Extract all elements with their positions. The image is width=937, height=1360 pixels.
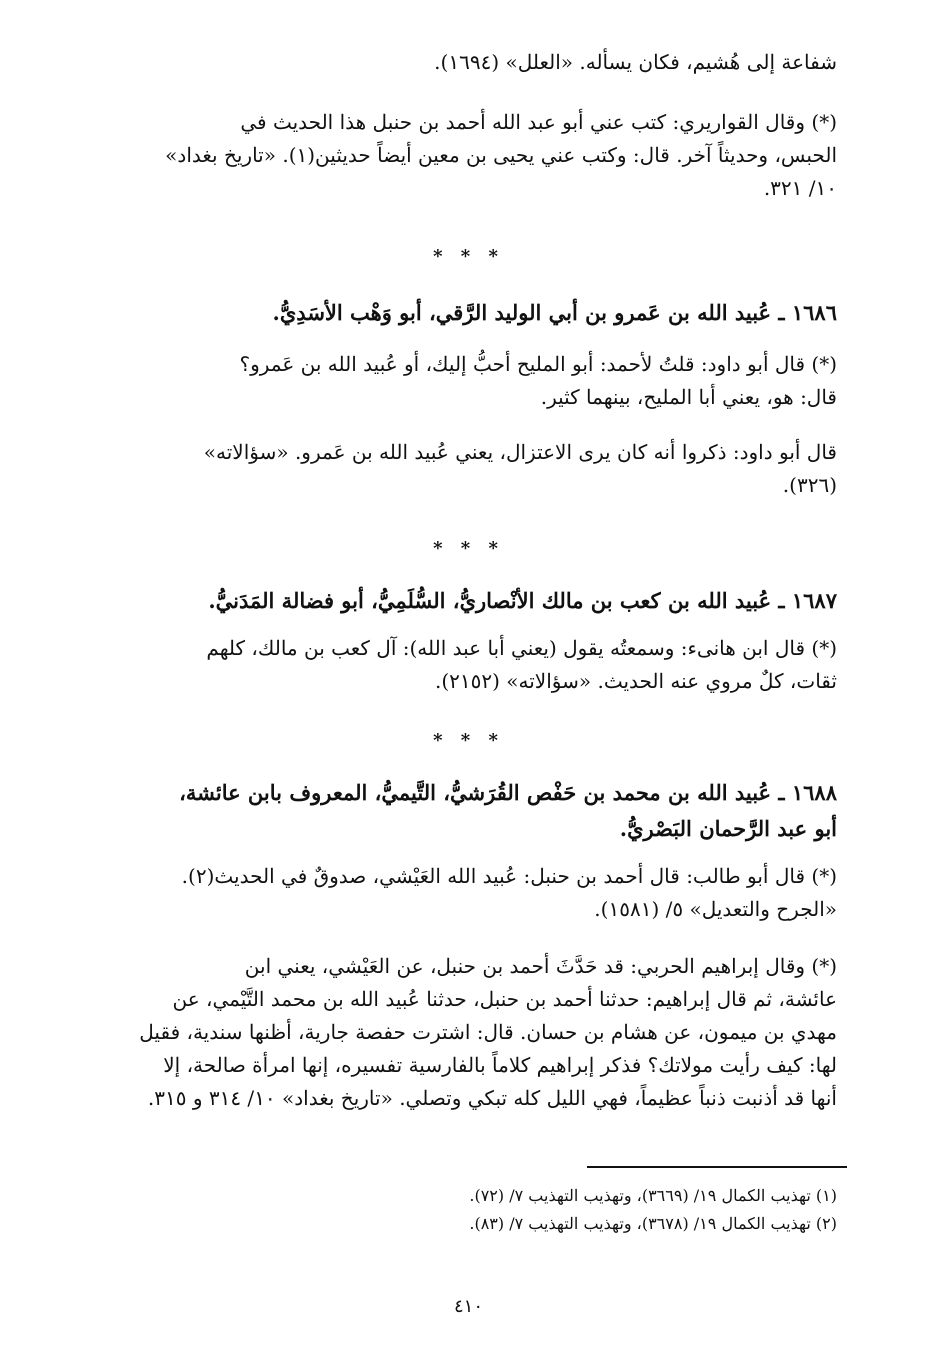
text-line: عائشة، ثم قال إبراهيم: حدثنا أحمد بن حنبل، حدثنا عُبيد الله بن محمد التَّيْمي، عن [172, 987, 837, 1011]
footnote-2: (٢) تهذيب الكمال ١٩/ (٣٦٧٨)، وتهذيب التهذيب ٧/ (٨٣). [469, 1214, 837, 1233]
paragraph-abu-dawud-2 [97, 436, 837, 502]
paragraph-ibn-hani [97, 632, 837, 698]
section-separator: * * * [433, 538, 504, 559]
text-line: قال أبو داود: ذكروا أنه كان يرى الاعتزال، يعني عُبيد الله بن عَمرو. «سؤالاته» [203, 440, 837, 464]
text-line: لها: كيف رأيت مولاتك؟ فذكر إبراهيم كلاماً بالفارسية تفسيره، إنها امرأة صالحة، إلا [163, 1053, 837, 1077]
text-line: (٣٢٦). [782, 473, 837, 497]
paragraph-harbi [97, 950, 837, 1115]
text-line: الحبس، وحديثاً آخر. قال: وكتب عني يحيى بن معين أيضاً حديثين(١). «تاريخ بغداد» [165, 143, 837, 167]
text-line: «الجرح والتعديل» ٥/ (١٥٨١). [594, 897, 837, 921]
footnote-1: (١) تهذيب الكمال ١٩/ (٣٦٦٩)، وتهذيب التهذيب ٧/ (٧٢). [469, 1186, 837, 1205]
section-separator: * * * [433, 246, 504, 267]
text-line: (*) قال أبو طالب: قال أحمد بن حنبل: عُبيد الله العَيْشي، صدوقٌ في الحديث(٢). [181, 864, 837, 888]
text-line: (*) قال ابن هانىء: وسمعتُه يقول (يعني أبا عبد الله): آل كعب بن مالك، كلهم [206, 636, 837, 660]
page-number: ٤١٠ [453, 1296, 483, 1317]
paragraph-continuation [97, 46, 837, 79]
text-line: أنها قد أذنبت ذنباً عظيماً، فهي الليل كله تبكي وتصلي. «تاريخ بغداد» ١٠/ ٣١٤ و ٣١٥. [147, 1086, 837, 1110]
text-line: (*) قال أبو داود: قلتُ لأحمد: أبو المليح أحبُّ إليك، أو عُبيد الله بن عَمرو؟ [239, 352, 837, 376]
text-line: مهدي بن ميمون، عن هشام بن حسان. قال: اشترت حفصة جارية، أظنها سندية، فقيل [139, 1020, 837, 1044]
text-line: شفاعة إلى هُشيم، فكان يسأله. «العلل» (١٦٩٤). [434, 50, 837, 74]
entry-heading-1688: ١٦٨٨ ـ عُبيد الله بن محمد بن حَفْص القُرَشيُّ، التَّيميُّ، المعروف بابن عائشة، [179, 780, 837, 805]
paragraph-abu-dawud-1 [97, 348, 837, 414]
text-line: ١٠/ ٣٢١. [763, 176, 837, 200]
entry-heading-1686: ١٦٨٦ ـ عُبيد الله بن عَمرو بن أبي الوليد الرَّقي، أبو وَهْب الأسَدِيُّ. [272, 300, 837, 325]
footnotes [97, 1182, 837, 1238]
entry-heading-1688-cont: أبو عبد الرَّحمان البَصْريُّ. [619, 816, 837, 841]
text-line: ثقات، كلٌ مروي عنه الحديث. «سؤالاته» (٢١٥٢). [434, 669, 837, 693]
text-line: (*) وقال القواريري: كتب عني أبو عبد الله أحمد بن حنبل هذا الحديث في [240, 110, 837, 134]
text-line: قال: هو، يعني أبا المليح، بينهما كثير. [540, 385, 837, 409]
section-separator: * * * [433, 730, 504, 751]
footnote-rule [587, 1166, 847, 1168]
paragraph-qawariri [97, 106, 837, 205]
paragraph-abu-talib [97, 860, 837, 926]
entry-heading-1687: ١٦٨٧ ـ عُبيد الله بن كعب بن مالك الأنْصاريُّ، السُّلَمِيُّ، أبو فضالة المَدَنيُّ. [208, 588, 837, 613]
text-line: (*) وقال إبراهيم الحربي: قد حَدَّثَ أحمد بن حنبل، عن العَيْشي، يعني ابن [244, 954, 837, 978]
